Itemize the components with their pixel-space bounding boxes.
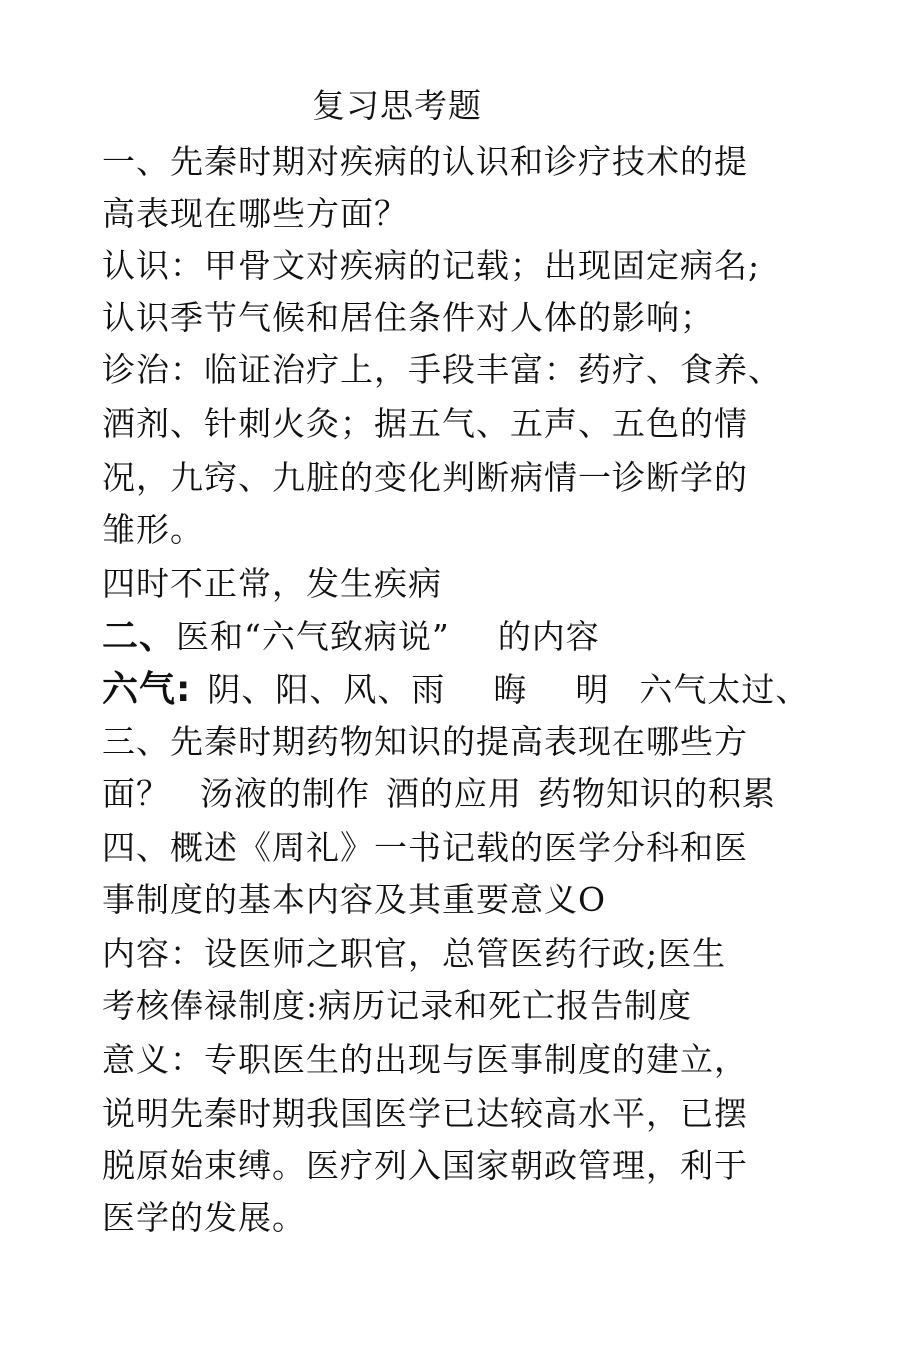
answer-1-line-5: 况，九窍、九脏的变化判断病情一诊断学的 xyxy=(102,458,748,497)
answer-4-line-1: 内容：设医师之职官，总管医药行政;医生 xyxy=(102,934,727,973)
answer-4-line-4: 说明先秦时期我国医学已达较高水平，已摆 xyxy=(102,1094,748,1133)
answer-2 xyxy=(102,670,809,710)
answer-1-line-1: 认识：甲骨文对疾病的记载；出现固定病名; xyxy=(102,246,761,285)
answer-1-line-2: 认识季节气候和居住条件对人体的影响； xyxy=(102,298,714,337)
answer-3-item-1: 汤液的制作 xyxy=(200,774,370,813)
question-1-line-1: 一、先秦时期对疾病的认识和诊疗技术的提 xyxy=(102,142,748,181)
question-1-line-2: 高表现在哪些方面？ xyxy=(102,194,408,233)
question-3-line-1: 三、先秦时期药物知识的提高表现在哪些方 xyxy=(102,722,748,761)
answer-4-line-3: 意义：专职医生的出现与医事制度的建立， xyxy=(102,1040,748,1079)
answer-4-line-5: 脱原始束缚。医疗列入国家朝政管理，利于 xyxy=(102,1146,748,1185)
question-2-text: 医和“六气致病说” xyxy=(176,617,450,656)
question-4-line-1: 四、概述《周礼》一书记载的医学分科和医 xyxy=(102,828,748,867)
question-3-tail: 面？ xyxy=(102,774,170,813)
answer-2-item-4: 六气太过、 xyxy=(639,670,810,709)
question-2 xyxy=(102,617,600,657)
answer-1-line-4: 酒剂、针刺火灸；据五气、五声、五色的情 xyxy=(102,404,748,443)
answer-1-line-6: 雏形。 xyxy=(102,510,204,549)
answer-2-item-2: 晦 xyxy=(493,670,528,709)
question-3-line-2 xyxy=(102,774,776,814)
question-4-line-2: 事制度的基本内容及其重要意义O xyxy=(102,880,607,919)
answer-1-line-3: 诊治：临证治疗上，手段丰富：药疗、食养、 xyxy=(102,350,782,389)
answer-2-item-1: 阴、阳、风、雨 xyxy=(207,670,446,709)
answer-2-label: 六气: xyxy=(102,669,192,710)
answer-2-item-3: 明 xyxy=(575,670,610,709)
question-2-prefix: 二、 xyxy=(102,616,177,657)
answer-4-line-2: 考核俸禄制度:病历记录和死亡报告制度 xyxy=(102,986,693,1025)
answer-4-line-6: 医学的发展。 xyxy=(102,1198,306,1237)
answer-3-item-2: 酒的应用 xyxy=(386,774,522,813)
answer-1-line-7: 四时不正常，发生疾病 xyxy=(102,564,442,603)
page-title: 复习思考题 xyxy=(312,86,482,125)
question-2-suffix: 的内容 xyxy=(497,617,600,656)
answer-3-item-3: 药物知识的积累 xyxy=(538,774,776,813)
